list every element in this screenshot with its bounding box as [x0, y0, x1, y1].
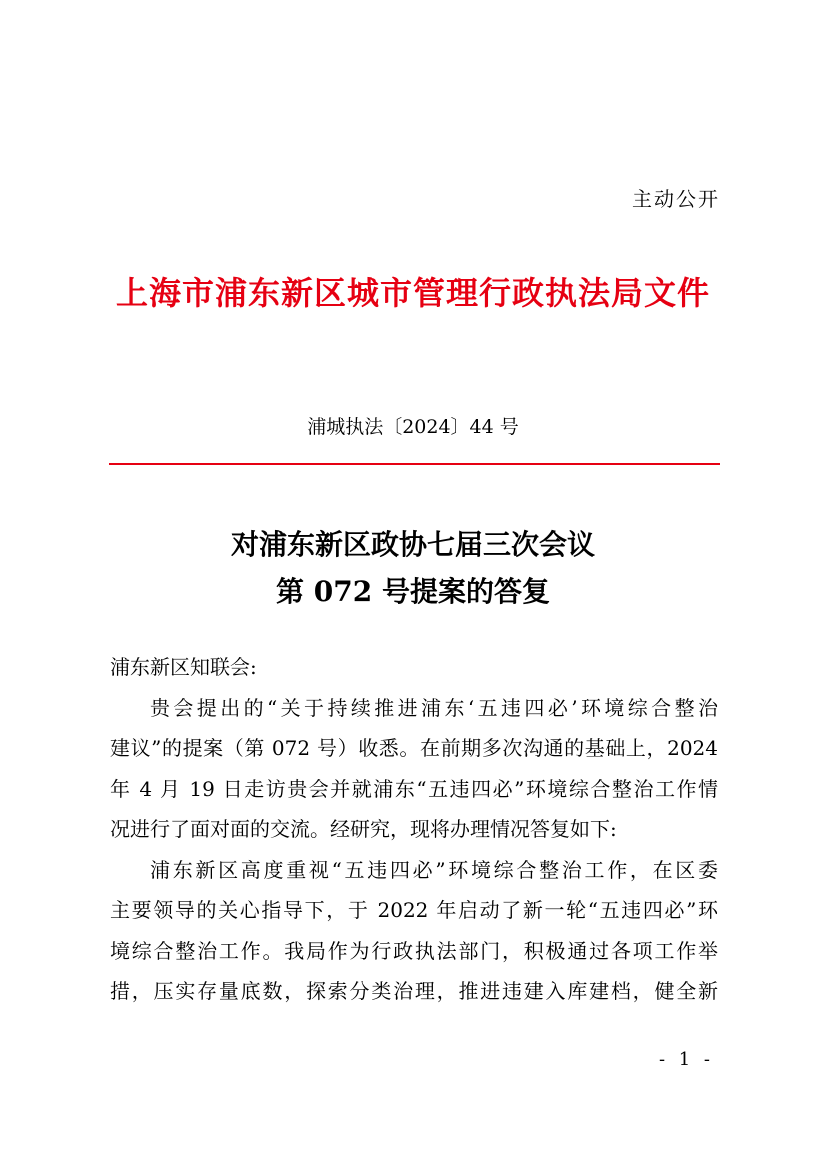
document-title [0, 521, 826, 615]
body-line: 贵会提出的“关于持续推进浦东‘五违四必’环境综合整治 [150, 695, 718, 720]
document-body [110, 647, 718, 1012]
body-line: 年 4 月 19 日走访贵会并就浦东“五违四必”环境综合整治工作情 [110, 776, 718, 801]
title-line-2: 第 072 号提案的答复 [276, 575, 550, 608]
issuer-title: 上海市浦东新区城市管理行政执法局文件 [115, 274, 710, 312]
document-number: 浦城执法〔2024〕44 号 [307, 416, 519, 438]
body-line: 建议”的提案（第 072 号）收悉。在前期多次沟通的基础上，2024 [110, 736, 718, 760]
body-line: 况进行了面对面的交流。经研究，现将办理情况答复如下: [110, 817, 617, 841]
red-divider [109, 463, 720, 465]
title-line-1: 对浦东新区政协七届三次会议 [230, 528, 595, 561]
body-line: 措，压实存量底数，探索分类治理，推进违建入库建档，健全新 [110, 979, 718, 1003]
body-line: 境综合整治工作。我局作为行政执法部门，积极通过各项工作举 [110, 938, 718, 963]
salutation: 浦东新区知联会: [110, 655, 257, 679]
body-line: 主要领导的关心指导下，于 2022 年启动了新一轮“五违四必”环 [110, 898, 718, 922]
page-number: - 1 - [658, 1049, 714, 1070]
body-line: 浦东新区高度重视“五违四必”环境综合整治工作，在区委 [150, 857, 718, 882]
disclosure-label: 主动公开 [632, 187, 720, 211]
